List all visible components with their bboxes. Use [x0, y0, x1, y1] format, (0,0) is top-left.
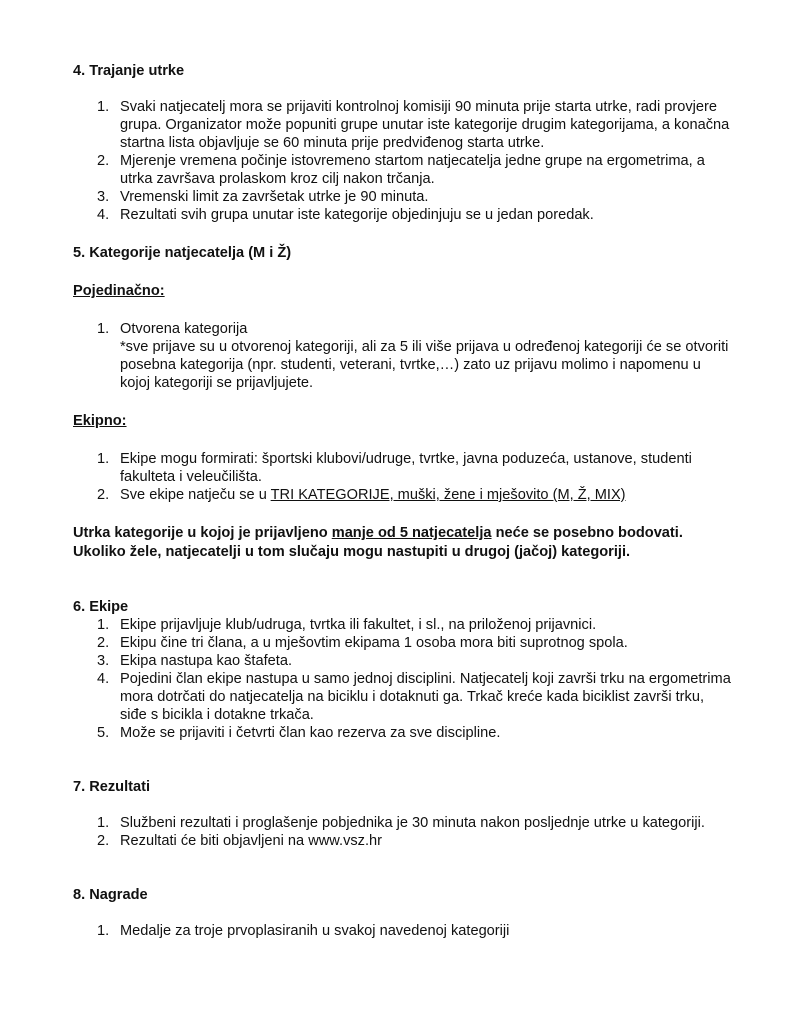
list-item: 4. Rezultati svih grupa unutar iste kategorije objedinjuju se u jedan poredak. [97, 207, 594, 223]
note-underlined: manje od 5 natjecatelja [331, 525, 492, 541]
list-item: 2. Rezultati će biti objavljeni na www.vsz.hr [97, 833, 382, 849]
list-item: 3. Ekipa nastupa kao štafeta. [97, 653, 292, 669]
section-heading: 7. Rezultati [73, 779, 151, 795]
subheading-individual: Pojedinačno: [73, 283, 165, 299]
list-item: 1. Svaki natjecatelj mora se prijaviti kontrolnoj komisiji 90 minuta prije starta utrke, radi provjere grupa. Organizator može popuniti grupe unutar iste kategorije drugim kategorijama, a konačna startna lista objavljuje se 60 minuta prije predviđenog starta utrke. [97, 99, 730, 151]
section-4-list [73, 98, 733, 224]
list-item: 5. Može se prijaviti i četvrti član kao rezerva za sve discipline. [97, 725, 501, 741]
list-item: 2. Mjerenje vremena počinje istovremeno startom natjecatelja jedne grupe na ergometrima, a utrka završava prolaskom kroz cilj nakon trčanja. [97, 153, 705, 187]
list-item: 1. Ekipe mogu formirati: športski klubovi/udruge, tvrtke, javna poduzeća, ustanove, studenti fakulteta i veleučilišta. [97, 451, 692, 485]
section-heading: 4. Trajanje utrke [73, 63, 185, 79]
list-item: 4. Pojedini član ekipe nastupa u samo jednoj disciplini. Natjecatelj koji završi trku na ergometrima mora dotrčati do natjecatelja na biciklu i dotaknuti ga. Trkač kreće kada biciklist završi trku, siđe s bicikla i dotakne trkača. [97, 671, 731, 723]
list-item: 1. Ekipe prijavljuje klub/udruga, tvrtka ili fakultet, i sl., na priloženoj prijavnici. [97, 617, 597, 633]
section-6-list [73, 616, 733, 742]
list-item: 2. Ekipu čine tri člana, a u mješovtim ekipama 1 osoba mora biti suprotnog spola. [97, 635, 628, 651]
list-item: 3. Vremenski limit za završetak utrke je 90 minuta. [97, 189, 429, 205]
list-item: 1. Otvorena kategorija *sve prijave su u otvorenoj kategoriji, ali za 5 ili više prijava u određenoj kategoriji će se otvoriti posebna kategorija (npr. studenti, veterani, tvrtke,…) zato uz prijavu molimo i napomenu u kojoj kategoriji se prijavljujete. [97, 321, 729, 391]
categories-underlined: TRI KATEGORIJE, muški, žene i mješovito (M, Ž, MIX) [270, 487, 626, 503]
category-note: Utrka kategorije u kojoj je prijavljeno manje od 5 natjecatelja neće se posebno bodovati. Ukoliko žele, natjecatelji u tom slučaju mogu nastupiti u drugoj (jačoj) kategoriji. [73, 525, 683, 560]
section-8-list [73, 922, 733, 940]
section-7-list [73, 814, 733, 850]
list-item: 1. Službeni rezultati i proglašenje pobjednika je 30 minuta nakon posljednje utrke u kategoriji. [97, 815, 705, 831]
section-heading: 6. Ekipe [73, 599, 129, 615]
document-page [73, 62, 733, 940]
list-item: 1. Medalje za troje prvoplasiranih u svakoj navedenoj kategoriji [97, 923, 510, 939]
list-item: 2. Sve ekipe natječu se u TRI KATEGORIJE, muški, žene i mješovito (M, Ž, MIX) [97, 487, 626, 503]
subheading-team: Ekipno: [73, 413, 127, 429]
team-list [73, 450, 733, 504]
section-heading: 5. Kategorije natjecatelja (M i Ž) [73, 245, 292, 261]
section-heading: 8. Nagrade [73, 887, 148, 903]
individual-list [73, 320, 733, 392]
